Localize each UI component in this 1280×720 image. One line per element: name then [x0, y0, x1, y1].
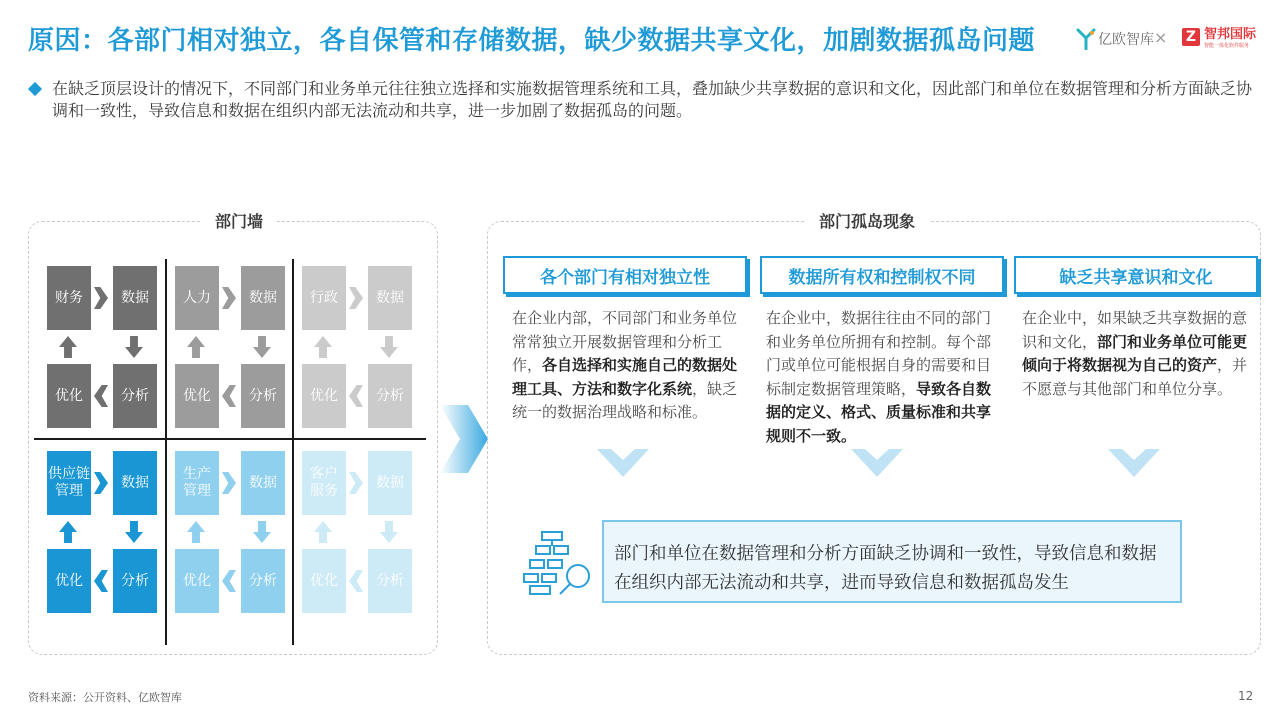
down-chevron-icon — [1108, 449, 1160, 479]
wall-divider-horizontal — [34, 438, 426, 440]
arrow-left-icon — [94, 570, 108, 592]
wall-divider-vertical-2 — [292, 259, 294, 645]
arrow-up-icon — [187, 521, 205, 543]
arrow-down-icon — [380, 336, 398, 358]
analysis-box: 分析 — [113, 549, 157, 613]
arrow-left-icon — [222, 570, 236, 592]
arrow-down-icon — [125, 336, 143, 358]
source-note: 资料来源：公开资料、亿欧智库 — [28, 691, 182, 704]
arrow-down-icon — [253, 336, 271, 358]
card-text-segment: ，缺乏统一的数据治理战略和标准。 — [512, 379, 738, 421]
flow-chevron-icon — [440, 405, 488, 473]
optimize-box: 优化 — [175, 549, 219, 613]
intro-bullet — [30, 78, 1252, 122]
card-text-segment: 在企业内部，不同部门和业务单位常常独立开展数据管理和分析工作， — [512, 309, 738, 374]
optimize-box: 优化 — [47, 364, 91, 428]
card-text-independence — [512, 307, 748, 425]
data-box: 数据 — [113, 266, 157, 330]
card-text-segment: 在企业中，如果缺乏共享数据的意识和文化， — [1022, 309, 1248, 351]
analysis-box: 分析 — [241, 364, 285, 428]
arrow-right-icon — [94, 472, 108, 494]
department-island-title: 部门孤岛现象 — [805, 209, 929, 232]
card-text-ownership — [766, 307, 1002, 448]
zhibang-logo-icon: Z — [1182, 28, 1200, 46]
page-number: 12 — [1238, 689, 1254, 703]
arrow-right-icon — [349, 287, 363, 309]
department-box: 行政 — [302, 266, 346, 330]
card-text-sharing-culture — [1022, 307, 1258, 401]
zhibang-logo-text: 智邦国际 — [1204, 27, 1257, 42]
arrow-right-icon — [94, 287, 108, 309]
card-text-segment: ，并不愿意与其他部门和单位分享。 — [1022, 356, 1248, 398]
arrow-up-icon — [59, 521, 77, 543]
department-box: 供应链 管理 — [47, 451, 91, 515]
arrow-down-icon — [125, 521, 143, 543]
arrow-left-icon — [222, 385, 236, 407]
summary-box: 部门和单位在数据管理和分析方面缺乏协调和一致性，导致信息和数据在组织内部无法流动和共享，进而导致信息和数据孤岛发生 — [602, 520, 1182, 603]
department-box: 人力 — [175, 266, 219, 330]
card-title-independence: 各个部门有相对独立性 — [503, 256, 747, 294]
down-chevron-icon — [851, 449, 903, 479]
yiou-logo-text: 亿欧智库 — [1098, 32, 1154, 48]
logo-separator: × — [1154, 28, 1168, 47]
data-box: 数据 — [241, 451, 285, 515]
analysis-box: 分析 — [241, 549, 285, 613]
arrow-down-icon — [380, 521, 398, 543]
diamond-bullet-icon — [28, 82, 42, 96]
arrow-left-icon — [349, 385, 363, 407]
yiou-logo — [1076, 28, 1154, 50]
card-text-emphasis: 各自选择和实施自己的数据处理工具、方法和数字化系统 — [512, 356, 738, 398]
data-box: 数据 — [113, 451, 157, 515]
wall-divider-vertical-1 — [165, 259, 167, 645]
optimize-box: 优化 — [302, 364, 346, 428]
analysis-box: 分析 — [113, 364, 157, 428]
arrow-up-icon — [187, 336, 205, 358]
logo-group — [1076, 26, 1260, 54]
arrow-right-icon — [222, 287, 236, 309]
arrow-down-icon — [253, 521, 271, 543]
zhibang-logo — [1182, 28, 1256, 50]
department-box: 财务 — [47, 266, 91, 330]
department-wall-title: 部门墙 — [201, 209, 277, 232]
arrow-up-icon — [59, 336, 77, 358]
optimize-box: 优化 — [47, 549, 91, 613]
down-chevron-icon — [597, 449, 649, 479]
arrow-left-icon — [94, 385, 108, 407]
card-text-segment: 在企业中，数据往往由不同的部门和业务单位所拥有和控制。每个部门或单位可能根据自身的需要和目标制定数据管理策略， — [766, 309, 992, 398]
zhibang-logo-subtext: 智能一体化软件服务 — [1204, 43, 1250, 49]
department-box: 生产 管理 — [175, 451, 219, 515]
optimize-box: 优化 — [175, 364, 219, 428]
card-title-ownership: 数据所有权和控制权不同 — [760, 256, 1004, 294]
card-text-emphasis: 导致各自数据的定义、格式、质量标准和共享规则不一致。 — [766, 379, 992, 445]
analysis-box: 分析 — [368, 549, 412, 613]
data-box: 数据 — [368, 451, 412, 515]
intro-text: 在缺乏顶层设计的情况下，不同部门和业务单元往往独立选择和实施数据管理系统和工具，叠加缺少共享数据的意识和文化，因此部门和单位在数据管理和分析方面缺乏协调和一致性，导致信息和数据在组织内部无法流动和共享，进一步加剧了数据孤岛的问题。 — [52, 79, 1253, 120]
yiou-logo-icon — [1076, 28, 1096, 50]
optimize-box: 优化 — [302, 549, 346, 613]
arrow-right-icon — [349, 472, 363, 494]
arrow-left-icon — [349, 570, 363, 592]
arrow-right-icon — [222, 472, 236, 494]
card-text-emphasis: 部门和业务单位可能更倾向于将数据视为自己的资产 — [1022, 332, 1248, 374]
data-search-icon — [522, 530, 594, 598]
card-title-sharing-culture: 缺乏共享意识和文化 — [1014, 256, 1258, 294]
data-box: 数据 — [241, 266, 285, 330]
arrow-up-icon — [314, 521, 332, 543]
analysis-box: 分析 — [368, 364, 412, 428]
department-box: 客户 服务 — [302, 451, 346, 515]
arrow-up-icon — [314, 336, 332, 358]
page-title: 原因：各部门相对独立，各自保管和存储数据，缺少数据共享文化，加剧数据孤岛问题 — [28, 26, 1036, 56]
data-box: 数据 — [368, 266, 412, 330]
